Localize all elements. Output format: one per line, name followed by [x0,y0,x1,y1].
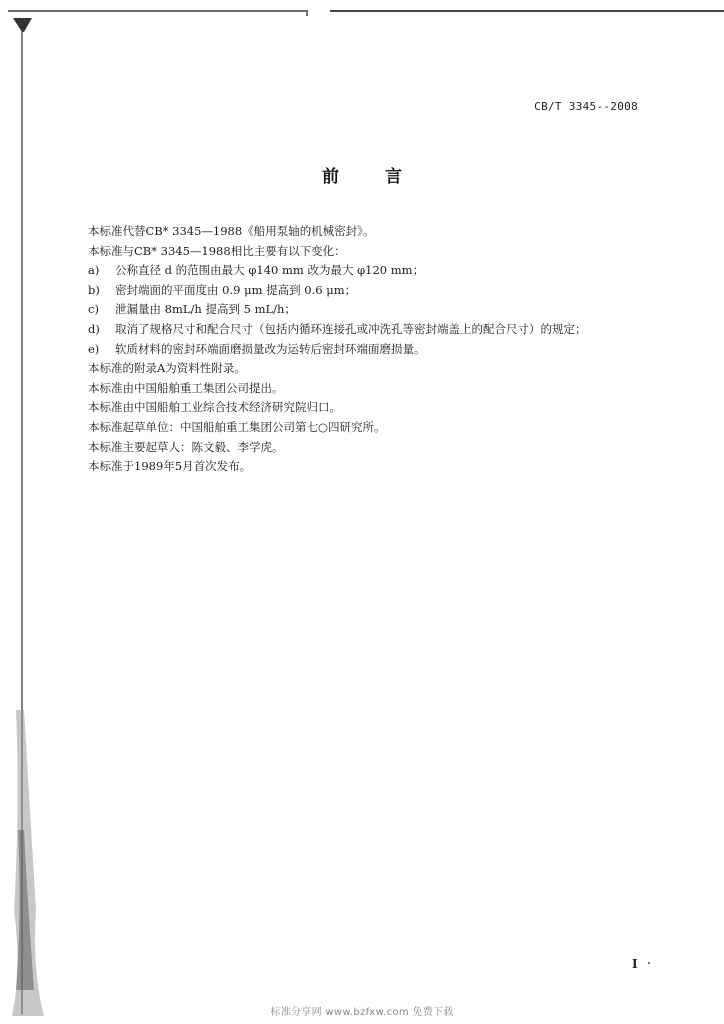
foreword-line: 本标准由中国船舶工业综合技术经济研究院归口。 [88,400,341,415]
change-list-item [88,281,648,301]
list-item-text: 泄漏量由 8mL/h 提高到 5 mL/h； [115,302,296,317]
watermark-text: 标准分享网 www.bzfxw.com 免费下载 [270,1007,454,1018]
foreword-line: 本标准主要起草人：陈文毅、李学虎。 [88,439,284,454]
page-number: I [632,957,638,971]
list-item-text: 密封端面的平面度由 0.9 μm 提高到 0.6 μm； [115,282,357,297]
foreword-body [88,222,648,477]
list-marker: c) [88,302,99,317]
change-list-item [88,300,648,320]
list-item-text: 公称直径 d 的范围由最大 φ140 mm 改为最大 φ120 mm； [115,263,425,278]
list-marker: b) [88,282,100,297]
change-list-item [88,261,648,281]
standard-number: CB/T 3345--2008 [534,100,638,113]
top-rule-left [8,10,308,12]
foreword-line: 本标准的附录A为资料性附录。 [88,361,246,376]
foreword-line: 本标准于1989年5月首次发布。 [88,459,252,474]
foreword-line: 本标准代替CB* 3345—1988《船用泵轴的机械密封》。 [88,224,375,238]
change-list-item [88,320,648,340]
list-marker: e) [88,341,100,356]
foreword-line: 本标准起草单位：中国船舶重工集团公司第七○四研究所。 [88,419,386,434]
top-rule-tick [306,12,308,16]
list-item-text: 取消了规格尺寸和配合尺寸（包括内循环连接孔或冲洗孔等密封端盖上的配合尺寸）的规定； [115,321,587,336]
list-marker: a) [88,263,100,278]
foreword-line: 本标准由中国船舶重工集团公司提出。 [88,380,284,395]
scan-speck [648,962,650,964]
foreword-line: 本标准与CB* 3345—1988相比主要有以下变化： [88,243,346,258]
top-rule-right [330,10,724,12]
page-title: 前 言 [322,167,422,187]
change-list-item [88,340,648,360]
list-marker: d) [88,321,100,336]
list-item-text: 软质材料的密封环端面磨损量改为运转后密封环端面磨损量。 [115,341,426,356]
